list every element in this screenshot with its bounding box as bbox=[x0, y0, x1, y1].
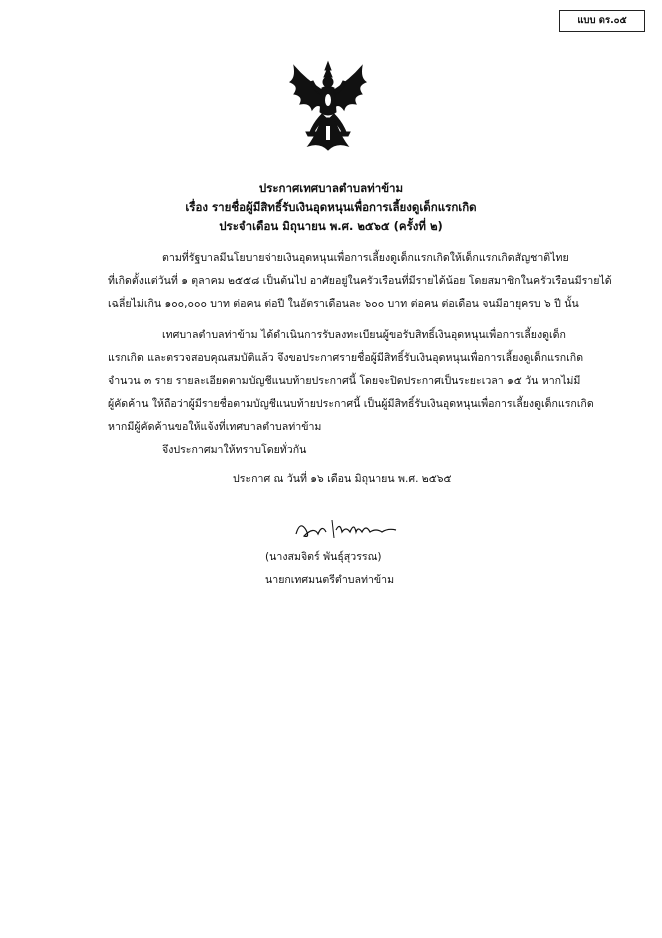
paragraph1-line3: เฉลี่ยไม่เกิน ๑๐๐,๐๐๐ บาท ต่อคน ต่อปี ในอัตราเดือนละ ๖๐๐ บาท ต่อคน ต่อเดือน จนมีอายุครบ ๖ ปี นั้น bbox=[108, 298, 579, 310]
form-code-box: แบบ ดร.๐๕ bbox=[559, 10, 645, 32]
closing-statement: จึงประกาศมาให้ทราบโดยทั่วกัน bbox=[162, 444, 307, 456]
signer-title: นายกเทศมนตรีตำบลท่าข้าม bbox=[265, 574, 395, 586]
handwritten-signature bbox=[292, 516, 402, 542]
paragraph2-line2: แรกเกิด และตรวจสอบคุณสมบัติแล้ว จึงขอประกาศรายชื่อผู้มีสิทธิ์รับเงินอุดหนุนเพื่อการเลี้ยงดูเด็กแรกเกิด bbox=[108, 352, 584, 364]
heading-period: ประจำเดือน มิถุนายน พ.ศ. ๒๕๖๕ (ครั้งที่ ๒) bbox=[219, 219, 443, 233]
paragraph2-line3: จำนวน ๓ ราย รายละเอียดตามบัญชีแนบท้ายประกาศนี้ โดยจะปิดประกาศเป็นระยะเวลา ๑๕ วัน หากไม่มี bbox=[108, 375, 581, 387]
heading-organization: ประกาศเทศบาลตำบลท่าข้าม bbox=[258, 181, 404, 195]
heading-subject: เรื่อง รายชื่อผู้มีสิทธิ์รับเงินอุดหนุนเพื่อการเลี้ยงดูเด็กแรกเกิด bbox=[185, 200, 477, 214]
garuda-emblem-icon bbox=[286, 60, 370, 152]
announcement-date: ประกาศ ณ วันที่ ๑๖ เดือน มิถุนายน พ.ศ. ๒๕๖๕ bbox=[233, 473, 452, 485]
paragraph2-line1: เทศบาลตำบลท่าข้าม ได้ดำเนินการรับลงทะเบียนผู้ขอรับสิทธิ์เงินอุดหนุนเพื่อการเลี้ยงดูเด็ก bbox=[162, 329, 566, 341]
paragraph1-line2: ที่เกิดตั้งแต่วันที่ ๑ ตุลาคม ๒๕๕๘ เป็นต้นไป อาศัยอยู่ในครัวเรือนที่มีรายได้น้อย โดยสมาชิกในครัวเรือนมีรายได้ bbox=[108, 275, 612, 287]
paragraph2-line4: ผู้คัดค้าน ให้ถือว่าผู้มีรายชื่อตามบัญชีแนบท้ายประกาศนี้ เป็นผู้มีสิทธิ์รับเงินอุดหนุนเพื่อการเลี้ยงดูเด็กแรกเกิด bbox=[108, 398, 594, 410]
signer-name: (นางสมจิตร์ พันธุ์สุวรรณ) bbox=[265, 551, 382, 563]
paragraph1-line1: ตามที่รัฐบาลมีนโยบายจ่ายเงินอุดหนุนเพื่อการเลี้ยงดูเด็กแรกเกิดให้เด็กแรกเกิดสัญชาติไทย bbox=[162, 252, 569, 264]
paragraph2-line5: หากมีผู้คัดค้านขอให้แจ้งที่เทศบาลตำบลท่าข้าม bbox=[108, 421, 322, 433]
